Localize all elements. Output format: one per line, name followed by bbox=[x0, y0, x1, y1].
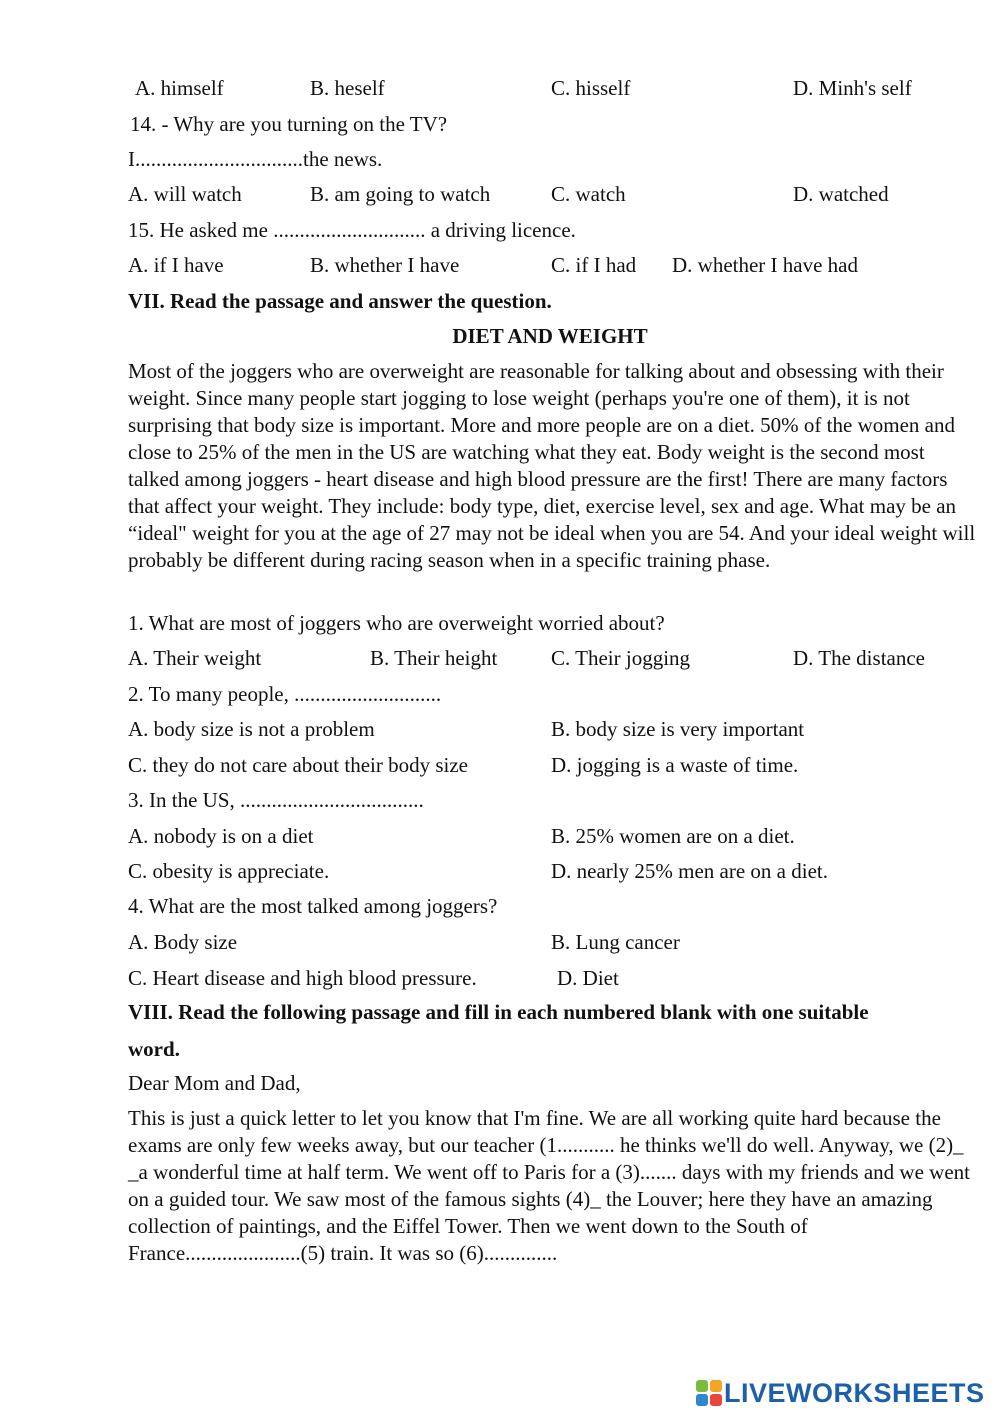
q14-answer-line: I................................the news. bbox=[128, 147, 383, 171]
logo-square-red bbox=[710, 1394, 722, 1406]
logo-text: LIVEWORKSHEETS bbox=[724, 1377, 985, 1408]
section7-heading: VII. Read the passage and answer the question. bbox=[128, 289, 552, 313]
s7-q2-option-d: D. jogging is a waste of time. bbox=[551, 753, 799, 777]
section8-heading-line1: VIII. Read the following passage and fill in each numbered blank with one suitable bbox=[128, 1000, 869, 1024]
q15-option-a: A. if I have bbox=[128, 253, 224, 277]
q14-option-c: C. watch bbox=[551, 182, 626, 206]
s7-q4-text: 4. What are the most talked among joggers? bbox=[128, 894, 498, 918]
section7-passage: Most of the joggers who are overweight are reasonable for talking about and obsessing with their weight. Since many people start jogging to lose weight (perhaps you're one of them), it is not surprising that body size is important. More and more people are on a diet. 50% of the women and close to 25% of the men in the US are watching what they eat. Body weight is the second most talked among joggers - heart disease and high blood pressure are the first! There are many factors that affect your weight. They include: body type, diet, exercise level, sex and age. What may be an “ideal" weight for you at the age of 27 may not be ideal when you are 54. And your ideal weight will probably be different during racing season when in a specific training phase. bbox=[128, 359, 976, 572]
letter-body: This is just a quick letter to let you know that I'm fine. We are all working quite hard because the exams are only few weeks away, but our teacher (1........... he thinks we'll do well. Anyway, we (2)_ _a wonderful time at half term. We went off to Paris for a (3)....... days with my friends and we went on a guided tour. We saw most of the famous sights (4)_ the Louver; here they have an amazing collection of paintings, and the Eiffel Tower. Then we went down to the South of France......................(5) train. It was so (6).............. bbox=[128, 1106, 970, 1265]
s7-q1-option-d: D. The distance bbox=[793, 646, 925, 670]
s7-q4-option-d: D. Diet bbox=[557, 966, 619, 990]
q15-question: 15. He asked me ............................. a driving licence. bbox=[128, 218, 576, 242]
s7-q1-option-c: C. Their jogging bbox=[551, 646, 691, 670]
s7-q3-option-b: B. 25% women are on a diet. bbox=[551, 824, 795, 848]
s7-q3-option-a: A. nobody is on a diet bbox=[128, 824, 314, 848]
logo-square-blue bbox=[696, 1394, 708, 1406]
q14-option-a: A. will watch bbox=[128, 182, 242, 206]
q13-option-b: B. heself bbox=[310, 76, 385, 100]
s7-q4-option-b: B. Lung cancer bbox=[551, 930, 680, 954]
s7-q2-option-a: A. body size is not a problem bbox=[128, 717, 375, 741]
q15-option-d: D. whether I have had bbox=[672, 253, 859, 277]
logo-square-orange bbox=[710, 1380, 722, 1392]
q13-option-d: D. Minh's self bbox=[793, 76, 912, 100]
liveworksheets-logo bbox=[696, 1378, 985, 1408]
q15-option-c: C. if I had bbox=[551, 253, 637, 277]
s7-q2-option-b: B. body size is very important bbox=[551, 717, 805, 741]
s7-q1-option-b: B. Their height bbox=[370, 646, 498, 670]
q14-option-d: D. watched bbox=[793, 182, 889, 206]
s7-q1-option-a: A. Their weight bbox=[128, 646, 262, 670]
s7-q2-option-c: C. they do not care about their body size bbox=[128, 753, 468, 777]
s7-q2-text: 2. To many people, ............................ bbox=[128, 682, 442, 706]
s7-q3-option-d: D. nearly 25% men are on a diet. bbox=[551, 859, 828, 883]
s7-q3-option-c: C. obesity is appreciate. bbox=[128, 859, 330, 883]
section8-heading-line2: word. bbox=[128, 1037, 180, 1061]
section7-title: DIET AND WEIGHT bbox=[452, 324, 648, 348]
logo-mark-icon bbox=[696, 1380, 722, 1406]
q14-option-b: B. am going to watch bbox=[310, 182, 491, 206]
q15-option-b: B. whether I have bbox=[310, 253, 460, 277]
q14-question: 14. - Why are you turning on the TV? bbox=[130, 112, 448, 136]
logo-square-green bbox=[696, 1380, 708, 1392]
q13-option-a: A. himself bbox=[135, 76, 224, 100]
letter-salutation: Dear Mom and Dad, bbox=[128, 1071, 301, 1095]
s7-q1-text: 1. What are most of joggers who are overweight worried about? bbox=[128, 611, 665, 635]
s7-q3-text: 3. In the US, ................................... bbox=[128, 788, 424, 812]
s7-q4-option-c: C. Heart disease and high blood pressure. bbox=[128, 966, 477, 990]
s7-q4-option-a: A. Body size bbox=[128, 930, 238, 954]
q13-option-c: C. hisself bbox=[551, 76, 631, 100]
